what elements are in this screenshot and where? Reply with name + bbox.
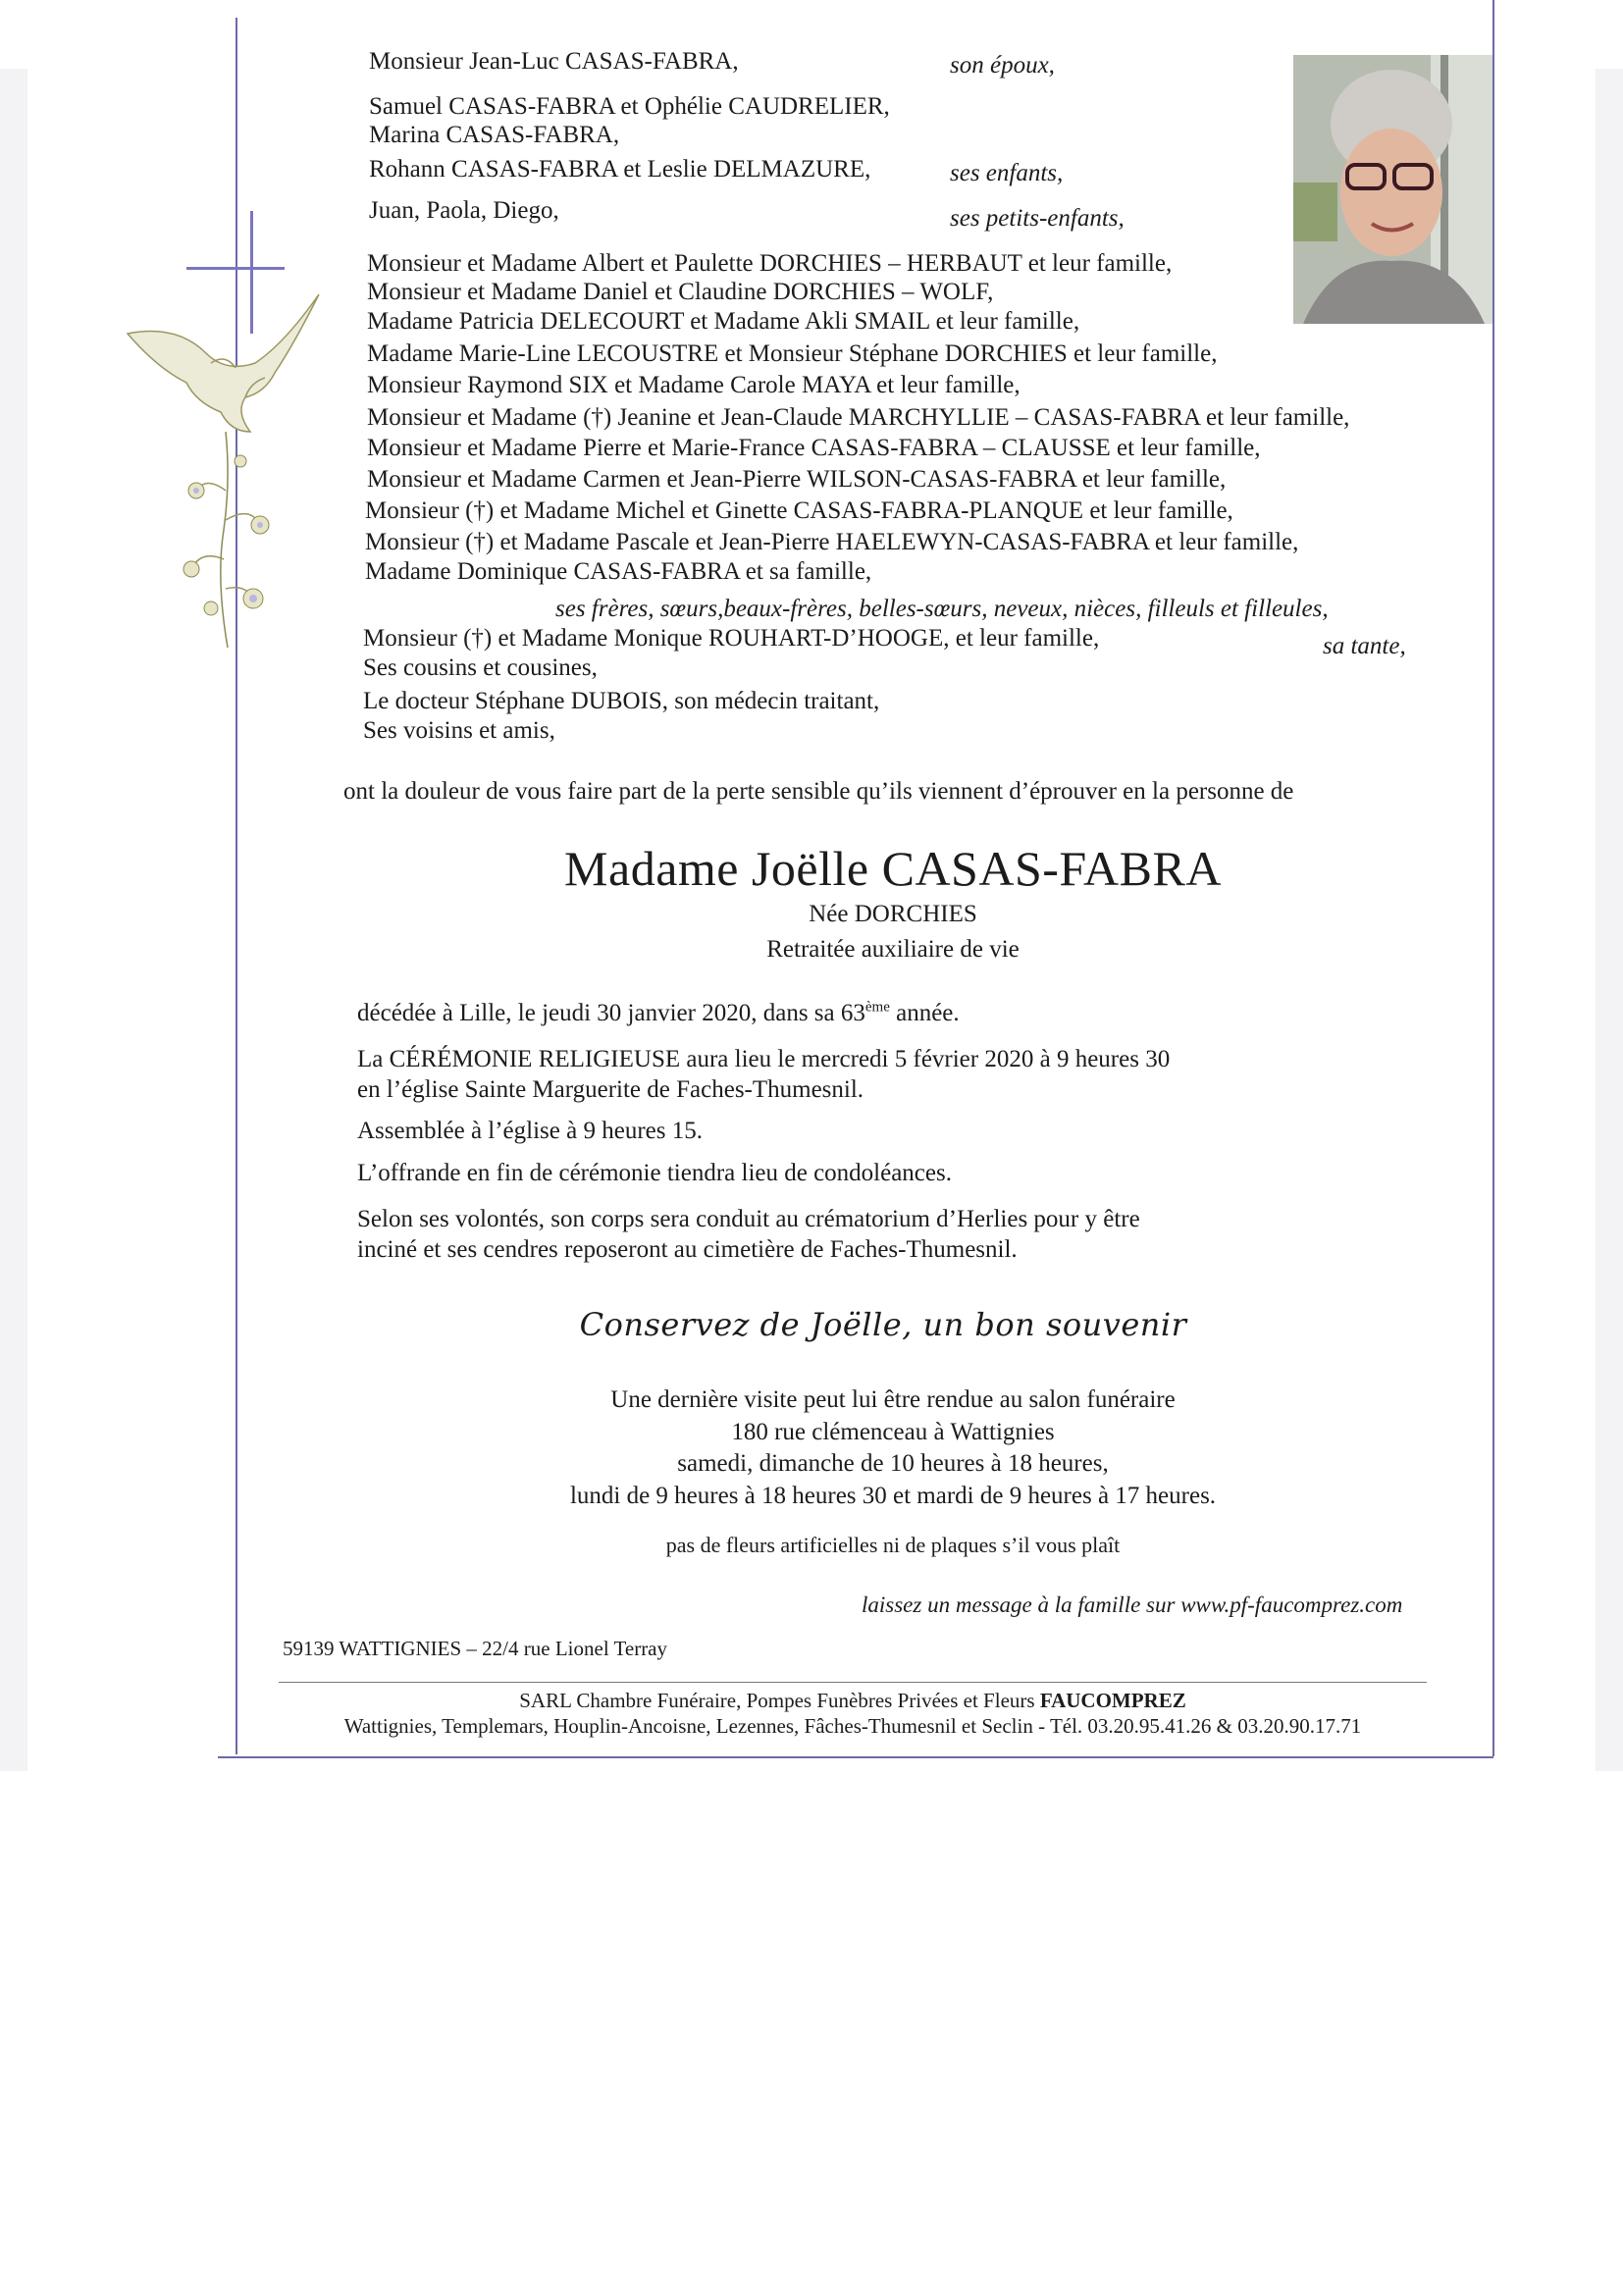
child-line-3: Rohann CASAS-FABRA et Leslie DELMAZURE,	[369, 156, 871, 183]
footer-locations: Wattignies, Templemars, Houplin-Ancoisne, Lezennes, Fâches-Thumesnil et Seclin - Tél. 03.20.95.41.26 & 03.20.90.17.71	[343, 1714, 1362, 1738]
left-border-line	[236, 18, 237, 1754]
wishes-line-1: Selon ses volontés, son corps sera conduit au crématorium d’Herlies pour y être	[357, 1206, 1140, 1232]
children-role: ses enfants,	[950, 160, 1064, 186]
family-line-4: Madame Marie-Line LECOUSTRE et Monsieur Stéphane DORCHIES et leur famille,	[367, 340, 1218, 367]
death-line: décédée à Lille, le jeudi 30 janvier 2020, dans sa 63ème année.	[357, 999, 960, 1026]
child-line-2: Marina CASAS-FABRA,	[369, 122, 620, 148]
flowers-note: pas de fleurs artificielles ni de plaques s’il vous plaît	[665, 1533, 1121, 1557]
grandchildren-line: Juan, Paola, Diego,	[369, 197, 559, 224]
family-line-3: Madame Patricia DELECOURT et Madame Akli SMAIL et leur famille,	[367, 308, 1080, 335]
footer-company: SARL Chambre Funéraire, Pompes Funèbres Privées et Fleurs FAUCOMPREZ	[519, 1689, 1186, 1712]
offering-line: L’offrande en fin de cérémonie tiendra lieu de condoléances.	[357, 1160, 952, 1186]
footer-address: 59139 WATTIGNIES – 22/4 rue Lionel Terray	[283, 1637, 668, 1660]
neighbours-line: Ses voisins et amis,	[363, 717, 555, 744]
siblings-role: ses frères, sœurs,beaux-frères, belles-sœurs, neveux, nièces, filleuls et filleules,	[555, 596, 1329, 622]
family-line-10: Monsieur (†) et Madame Pascale et Jean-Pierre HAELEWYN-CASAS-FABRA et leur famille,	[365, 529, 1299, 555]
portrait-photo	[1293, 55, 1492, 324]
visit-line-4: lundi de 9 heures à 18 heures 30 et mardi de 9 heures à 17 heures.	[569, 1483, 1217, 1509]
spouse-name: Monsieur Jean-Luc CASAS-FABRA,	[369, 48, 739, 75]
family-line-5: Monsieur Raymond SIX et Madame Carole MAYA et leur famille,	[367, 372, 1021, 398]
child-line-1: Samuel CASAS-FABRA et Ophélie CAUDRELIER,	[369, 93, 890, 120]
visit-line-1: Une dernière visite peut lui être rendue au salon funéraire	[610, 1386, 1176, 1413]
ceremony-line-1: La CÉRÉMONIE RELIGIEUSE aura lieu le mercredi 5 février 2020 à 9 heures 30	[357, 1046, 1171, 1072]
assembly-line: Assemblée à l’église à 9 heures 15.	[357, 1118, 703, 1144]
aunt-line: Monsieur (†) et Madame Monique ROUHART-D’HOOGE, et leur famille,	[363, 625, 1100, 652]
visit-line-3: samedi, dimanche de 10 heures à 18 heures,	[677, 1450, 1109, 1477]
cousins-line: Ses cousins et cousines,	[363, 654, 598, 681]
right-border-line	[1492, 0, 1494, 1756]
occupation: Retraitée auxiliaire de vie	[766, 936, 1020, 963]
cross-icon-bar	[186, 267, 285, 270]
wishes-line-2: inciné et ses cendres reposeront au cimetière de Faches-Thumesnil.	[357, 1236, 1018, 1263]
family-line-7: Monsieur et Madame Pierre et Marie-France CASAS-FABRA – CLAUSSE et leur famille,	[367, 435, 1261, 461]
doctor-line: Le docteur Stéphane DUBOIS, son médecin traitant,	[363, 688, 880, 714]
family-line-1: Monsieur et Madame Albert et Paulette DORCHIES – HERBAUT et leur famille,	[367, 250, 1173, 277]
memorial-quote: Conservez de Joëlle, un bon souvenir	[579, 1306, 1187, 1343]
ceremony-line-2: en l’église Sainte Marguerite de Faches-Thumesnil.	[357, 1076, 864, 1103]
bottom-border-line	[218, 1756, 1493, 1758]
footer-rule	[279, 1682, 1427, 1683]
dove-flower-illustration	[118, 285, 343, 657]
family-line-9: Monsieur (†) et Madame Michel et Ginette CASAS-FABRA-PLANQUE et leur famille,	[365, 497, 1233, 524]
grandchildren-role: ses petits-enfants,	[950, 205, 1125, 232]
aunt-role: sa tante,	[1323, 633, 1406, 659]
family-line-11: Madame Dominique CASAS-FABRA et sa famille,	[365, 558, 872, 585]
spouse-role: son époux,	[950, 52, 1055, 78]
announcement-text: ont la douleur de vous faire part de la perte sensible qu’ils viennent d’éprouver en la personne de	[343, 778, 1294, 805]
family-line-2: Monsieur et Madame Daniel et Claudine DORCHIES – WOLF,	[367, 279, 994, 305]
deceased-name: Madame Joëlle CASAS-FABRA	[564, 841, 1222, 896]
family-line-6: Monsieur et Madame (†) Jeanine et Jean-Claude MARCHYLLIE – CASAS-FABRA et leur famille,	[367, 404, 1350, 431]
web-message: laissez un message à la famille sur www.pf-faucomprez.com	[862, 1592, 1403, 1617]
family-line-8: Monsieur et Madame Carmen et Jean-Pierre WILSON-CASAS-FABRA et leur famille,	[367, 466, 1227, 493]
maiden-name: Née DORCHIES	[809, 901, 977, 927]
visit-line-2: 180 rue clémenceau à Wattignies	[731, 1419, 1055, 1445]
